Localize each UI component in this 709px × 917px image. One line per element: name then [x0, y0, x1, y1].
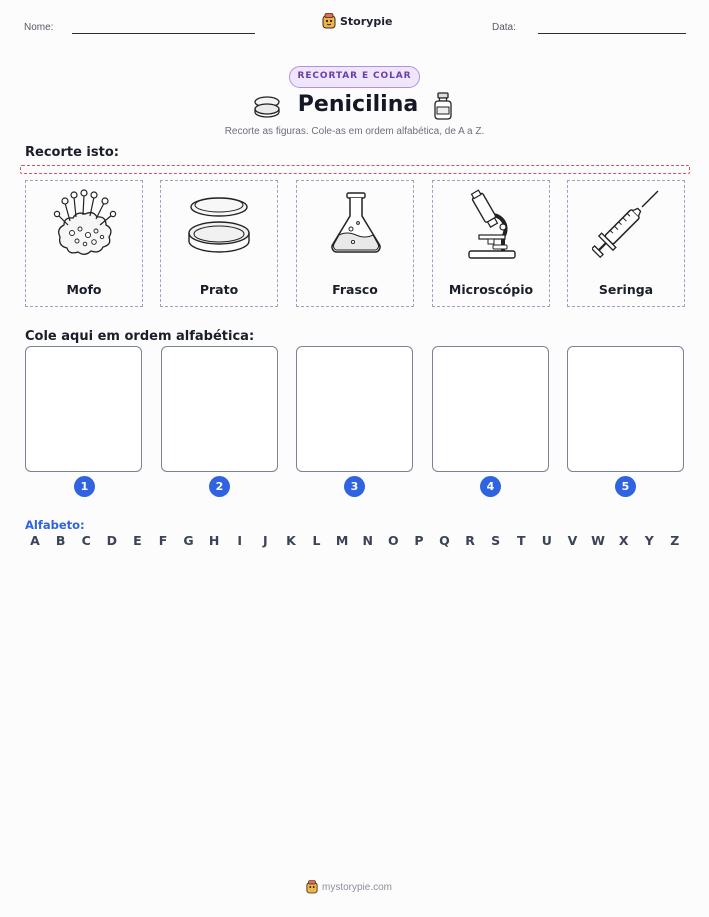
alphabet-letter: C [81, 533, 91, 548]
brand-name: Storypie [340, 14, 393, 28]
date-line[interactable] [538, 33, 686, 34]
alphabet-letter: Z [670, 533, 680, 548]
cut-card-frasco[interactable] [296, 180, 414, 307]
alphabet-letter: U [541, 533, 552, 548]
flask-icon [321, 189, 391, 259]
alphabet-letter: R [465, 533, 475, 548]
storypie-mascot-icon [322, 13, 336, 29]
number-badge-1: 1 [74, 476, 95, 497]
alphabet-letter: T [517, 533, 526, 548]
alphabet-row [25, 533, 685, 548]
footer [306, 880, 392, 894]
instructions: Recorte as figuras. Cole-as em ordem alfabética, de A a Z. [224, 126, 485, 137]
card-label: Microscópio [448, 282, 534, 297]
alphabet-letter: F [158, 533, 168, 548]
paste-box-1[interactable] [25, 346, 142, 472]
vial-title-icon [432, 91, 454, 121]
alphabet-letter: I [237, 533, 243, 548]
alphabet-letter: O [387, 533, 399, 548]
mold-icon [50, 189, 120, 259]
number-badge-5: 5 [615, 476, 636, 497]
storypie-mascot-icon [306, 880, 318, 894]
alphabet-letter: J [263, 533, 268, 548]
petri-dish-icon [185, 189, 255, 259]
alphabet-letter: K [286, 533, 296, 548]
footer-url: mystorypie.com [322, 881, 393, 893]
alphabet-letter: G [183, 533, 194, 548]
alphabet-letter: A [30, 533, 40, 548]
paste-box-3[interactable] [296, 346, 413, 472]
alphabet-letter: N [362, 533, 373, 548]
card-label: Frasco [332, 282, 378, 297]
page-title: Penicilina [297, 92, 419, 117]
date-label: Data: [492, 22, 516, 33]
cut-line [20, 165, 690, 174]
alphabet-heading: Alfabeto: [25, 518, 85, 532]
cut-card-microscopio[interactable] [432, 180, 550, 307]
paste-box-2[interactable] [161, 346, 278, 472]
alphabet-letter: L [312, 533, 321, 548]
alphabet-letter: W [591, 533, 605, 548]
paste-heading: Cole aqui em ordem alfabética: [25, 329, 255, 344]
number-badge-2: 2 [209, 476, 230, 497]
petri-dish-title-icon [253, 94, 281, 118]
cut-card-seringa[interactable] [567, 180, 685, 307]
number-badge-3: 3 [344, 476, 365, 497]
card-label: Mofo [66, 282, 102, 297]
name-label: Nome: [24, 22, 54, 33]
cut-card-prato[interactable] [160, 180, 278, 307]
activity-badge: RECORTAR E COLAR [289, 66, 420, 88]
alphabet-letter: E [133, 533, 142, 548]
brand-logo [322, 13, 392, 29]
paste-box-4[interactable] [432, 346, 549, 472]
alphabet-letter: B [55, 533, 66, 548]
alphabet-letter: S [491, 533, 501, 548]
card-label: Seringa [598, 282, 654, 297]
alphabet-letter: V [567, 533, 578, 548]
microscope-icon [457, 189, 527, 261]
card-label: Prato [199, 282, 239, 297]
alphabet-letter: Y [644, 533, 654, 548]
alphabet-letter: P [414, 533, 424, 548]
alphabet-letter: Q [439, 533, 450, 548]
syringe-icon [592, 189, 662, 259]
alphabet-letter: X [618, 533, 629, 548]
name-line[interactable] [72, 33, 255, 34]
number-badge-4: 4 [480, 476, 501, 497]
alphabet-letter: H [208, 533, 220, 548]
alphabet-letter: D [106, 533, 117, 548]
cut-heading: Recorte isto: [25, 145, 119, 160]
cut-card-mofo[interactable] [25, 180, 143, 307]
alphabet-letter: M [335, 533, 349, 548]
paste-box-5[interactable] [567, 346, 684, 472]
